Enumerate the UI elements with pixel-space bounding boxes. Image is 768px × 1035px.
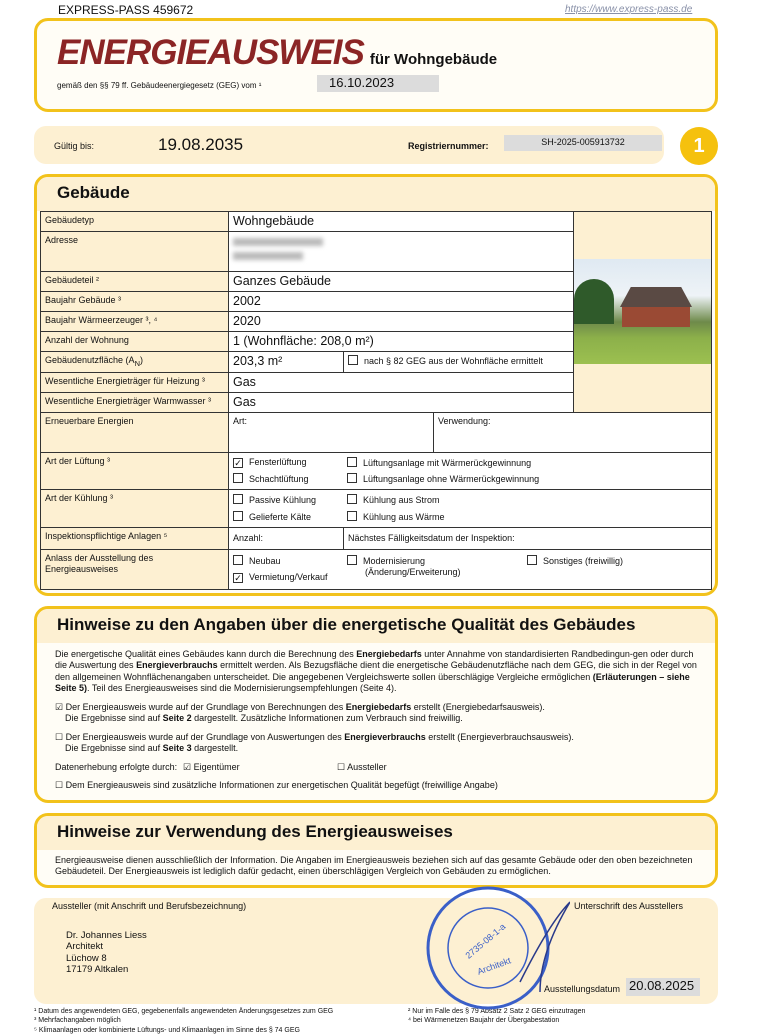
notes-section — [34, 606, 718, 803]
row-label: Art der Lüftung ³ — [41, 453, 229, 489]
consumption-option[interactable]: ☐ Der Energieausweis wurde auf der Grundlage von Auswertungen des Energieverbrauchs erstellt (Energieverbrauchsausweis). Die Ergebnisse sind auf Seite 3 dargestellt. — [55, 731, 574, 754]
law-date: 16.10.2023 — [317, 75, 439, 92]
page-number-badge: 1 — [680, 127, 718, 165]
building-table — [40, 211, 712, 590]
document-subtitle: für Wohngebäude — [369, 51, 498, 68]
document-title: ENERGIEAUSWEIS — [57, 33, 364, 72]
building-type-value: Wohngebäude — [229, 212, 574, 231]
area-derived-checkbox[interactable]: nach § 82 GEG aus der Wohnfläche ermittelt — [344, 352, 574, 372]
svg-text:2735-08-1-a: 2735-08-1-a — [463, 921, 508, 961]
occasion-options — [229, 550, 712, 589]
issuer-address: Dr. Johannes Liess Architekt Lüchow 8 17179 Altkalen — [66, 929, 147, 976]
pass-id: EXPRESS-PASS 459672 — [58, 3, 194, 17]
building-photo — [574, 259, 711, 364]
svg-text:Architekt: Architekt — [475, 955, 513, 977]
validity-bar — [34, 126, 664, 164]
row-label: Wesentliche Energieträger für Heizung ³ — [41, 373, 229, 392]
registration-label: Registriernummer: — [408, 141, 489, 151]
valid-until-date: 19.08.2035 — [158, 135, 244, 154]
notes-intro: Die energetische Qualität eines Gebäudes kann durch die Berechnung des Energiebedarfs unter Annahme von standardisierten Randbedingun-gen oder durch die Auswertung des Energieverbrauchs ermittelt werden. Als Bezugsfläche dient die energetische Gebäudenutzfläche nach dem GEG, die sich in der Regel von den allgemeinen Wohnflächenangaben unterscheidet. Die angegebenen Vergleichswerte sollen überschlägige Vergleiche ermöglichen (Erläuterungen – siehe Seite 5). Teil des Energieausweises sind die Modernisierungsempfehlungen (Seite 4). — [55, 648, 697, 694]
usage-section — [34, 813, 718, 888]
data-collection-label: Datenerhebung erfolgte durch: — [55, 761, 178, 772]
registration-number: SH-2025-005913732 — [504, 135, 662, 151]
owner-checkbox[interactable]: ☑ Eigentümer — [183, 761, 240, 772]
checkbox-anlage-ohne-wrg[interactable]: Lüftungsanlage ohne Wärmerückgewinnung — [347, 473, 539, 485]
page-body — [34, 174, 718, 1035]
issue-date-label: Ausstellungsdatum — [544, 983, 621, 994]
row-label: Gebäudetyp — [41, 212, 229, 231]
address-value — [229, 232, 574, 271]
row-label: Gebäudenutzfläche $(A_N)$ — [41, 352, 229, 372]
signature-label: Unterschrift des Ausstellers — [574, 900, 684, 911]
title-row — [57, 33, 497, 73]
issuer-checkbox[interactable]: ☐ Aussteller — [337, 761, 387, 772]
checkbox-passive-cooling[interactable]: Passive Kühlung — [233, 494, 316, 506]
checkbox-anlage-mit-wrg[interactable]: Lüftungsanlage mit Wärmerückgewinnung — [347, 457, 531, 469]
footnotes-right: ² Nur im Falle des § 79 Absatz 2 Satz 2 GEG einzutragen ⁴ bei Wärmenetzen Baujahr der Übergabestation — [408, 1007, 586, 1025]
row-label: Anlass der Ausstellung des Energieausweises — [41, 550, 229, 589]
checkbox-cooling-heat[interactable]: Kühlung aus Wärme — [347, 511, 445, 523]
demand-option[interactable]: ☑ Der Energieausweis wurde auf der Grundlage von Berechnungen des Energiebedarfs erstellt (Energiebedarfsausweis). Die Ergebnisse sind auf Seite 2 dargestellt. Zusätzliche Informationen zum Verbrauch sind freiwillig. — [55, 701, 545, 724]
renewable-type: Art: — [229, 413, 434, 452]
renewable-usage: Verwendung: — [434, 413, 712, 452]
building-section — [34, 174, 718, 596]
checkbox-schachtlueftung[interactable]: Schachtlüftung — [233, 473, 309, 485]
usage-text: Energieausweise dienen ausschließlich der Information. Die Angaben im Energieausweis beziehen sich auf das gesamte Gebäude oder den oben bezeichneten Gebäudeteil. Der Energieausweis ist lediglich dafür gedacht, einen überschlägigen Vergleich von Gebäuden zu ermöglichen. — [55, 854, 693, 877]
header-box — [34, 18, 718, 112]
usable-area-value: 203,3 m² — [229, 352, 344, 372]
inspection-count: Anzahl: — [229, 528, 344, 549]
checkbox-fensterlueftung[interactable]: ✓ Fensterlüftung — [234, 456, 307, 468]
usage-title: Hinweise zur Verwendung des Energieausweises — [37, 816, 715, 850]
checkbox-delivered-cold[interactable]: Gelieferte Kälte — [233, 511, 311, 523]
footnotes-left: ¹ Datum des angewendeten GEG, gegebenenfalls angewendeten Änderungsgesetzes zum GEG ³ Mehrfachangaben möglich ⁵ Klimaanlagen oder kombinierte Lüftungs- und Klimaanlagen im Sinne des § 74 GEG — [34, 1007, 334, 1034]
issue-date: 20.08.2025 — [626, 978, 700, 996]
building-part-value: Ganzes Gebäude — [229, 272, 574, 291]
law-text: gemäß den §§ 79 ff. Gebäudeenergiegesetz (GEG) vom ¹ — [57, 81, 262, 90]
row-label: Art der Kühlung ³ — [41, 490, 229, 527]
building-title: Gebäude — [37, 177, 715, 211]
water-carrier-value: Gas — [229, 393, 574, 412]
issuer-section — [34, 898, 718, 1004]
ventilation-options — [229, 453, 712, 489]
photo-column — [574, 212, 712, 413]
checkbox-vermietung[interactable]: ✓ Vermietung/Verkauf — [234, 571, 328, 583]
website-link[interactable]: https://www.express-pass.de — [565, 4, 693, 15]
heater-year-value: 2020 — [229, 312, 574, 331]
data-collection-row — [55, 762, 701, 774]
cooling-options — [229, 490, 712, 527]
build-year-value: 2002 — [229, 292, 574, 311]
footnotes — [34, 1007, 718, 1035]
heating-carrier-value: Gas — [229, 373, 574, 392]
notes-title: Hinweise zu den Angaben über die energetische Qualität des Gebäudes — [37, 609, 715, 643]
inspection-next: Nächstes Fälligkeitsdatum der Inspektion: — [344, 528, 712, 549]
row-label: Baujahr Gebäude ³ — [41, 292, 229, 311]
issuer-label: Aussteller (mit Anschrift und Berufsbezeichnung) — [52, 900, 247, 911]
row-label: Gebäudeteil ² — [41, 272, 229, 291]
row-label: Wesentliche Energieträger Warmwasser ³ — [41, 393, 229, 412]
checkbox-neubau[interactable]: Neubau — [233, 555, 281, 567]
row-label: Adresse — [41, 232, 229, 271]
valid-until-label: Gültig bis: — [54, 141, 95, 151]
checkbox-cooling-electric[interactable]: Kühlung aus Strom — [347, 494, 440, 506]
apartments-value: 1 (Wohnfläche: 208,0 m²) — [229, 332, 574, 351]
checkbox-modernisierung[interactable]: Modernisierung (Änderung/Erweiterung) — [347, 555, 461, 578]
row-label: Anzahl der Wohnung — [41, 332, 229, 351]
additional-info-checkbox[interactable]: ☐ Dem Energieausweis sind zusätzliche Informationen zur energetischen Qualität begefügt (freiwillige Angabe) — [55, 780, 498, 791]
checkbox-sonstiges[interactable]: Sonstiges (freiwillig) — [527, 555, 623, 567]
row-label: Erneuerbare Energien — [41, 413, 229, 452]
row-label: Baujahr Wärmeerzeuger ³, ⁴ — [41, 312, 229, 331]
row-label: Inspektionspflichtige Anlagen ⁵ — [41, 528, 229, 549]
